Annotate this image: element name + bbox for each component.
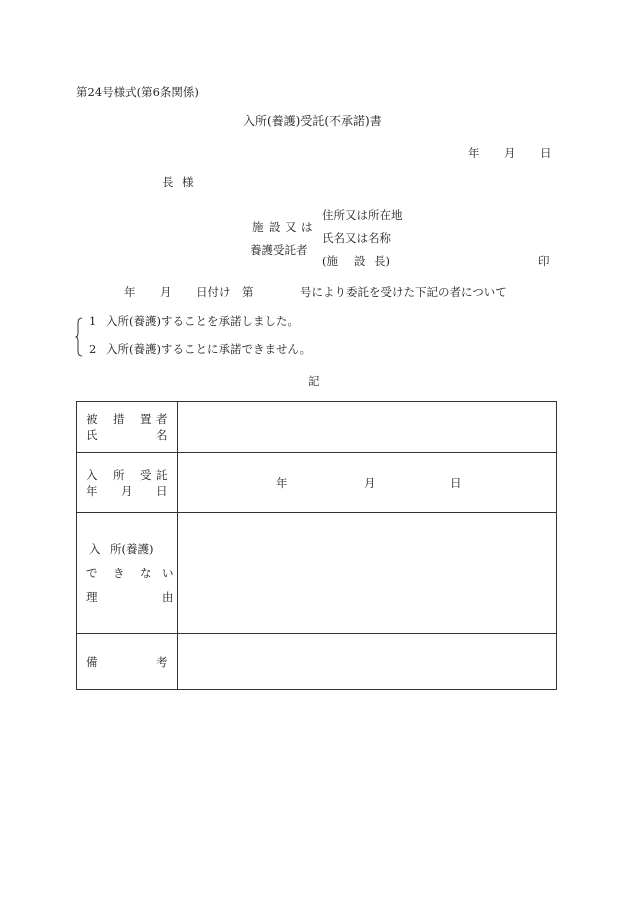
label-char: き [113,566,125,580]
label-cell-date [77,453,178,513]
date-year: 年 [276,475,288,490]
person-name-value[interactable] [178,402,557,453]
facility-label-char: は [301,220,313,234]
label-char: 託 [156,467,168,482]
facility-label-char: 又 [285,220,297,234]
date-day: 日 [450,475,462,490]
label-char: 日 [156,483,168,498]
table-row-person [77,402,557,453]
label-char: 理 [86,590,98,604]
option-2-number: 2 [89,342,97,356]
document-title: 入所(養護)受託(不承諾)書 [243,114,382,128]
form-number: 第24号様式(第6条関係) [76,85,199,99]
label-char: 入 [86,467,98,482]
remarks-value[interactable] [178,634,557,690]
table-row-date [77,453,557,513]
label-cell-reason [77,513,178,634]
ref-day: 日付け [196,285,231,299]
reason-value[interactable] [178,513,557,634]
label-char: 備 [86,654,98,669]
label-char: 氏 [86,428,98,442]
label-char: 名 [156,428,168,442]
date-day-label: 日 [540,146,552,160]
label-char: 考 [156,654,168,669]
label-char: 置 [140,412,152,426]
label-char: 受 [140,467,152,482]
facility-label-char: 設 [269,220,281,234]
table-row-reason [77,513,557,634]
head-label-char: 設 [354,254,366,268]
label-cell-remarks [77,634,178,690]
label-char: 由 [162,590,174,604]
label-char: い [162,566,174,580]
seal-mark: 印 [538,254,550,268]
label-char: 者 [156,412,168,426]
option-2-text: 入所(養護)することに承諾できません。 [106,342,312,356]
option-1-text: 入所(養護)することを承諾しました。 [106,314,299,328]
label-char: 月 [121,483,133,498]
addressee-honorific: 様 [182,175,194,189]
head-label-char: 長) [374,254,390,268]
curly-bracket-icon [75,317,83,357]
label-char: 年 [86,483,98,498]
label-char: 所 [113,467,125,482]
ref-year: 年 [124,285,136,299]
caretaker-label: 養護受託者 [250,243,308,257]
ki-heading: 記 [308,374,320,388]
entrustment-date-value[interactable] [178,453,557,513]
label-char: な [140,566,152,580]
label-char: 被 [86,412,98,426]
date-year-label: 年 [468,146,480,160]
date-month-label: 月 [504,146,516,160]
address-label: 住所又は所在地 [322,208,403,222]
head-label-char: (施 [322,254,338,268]
name-label: 氏名又は名称 [322,231,391,245]
facility-label-char: 施 [252,220,264,234]
label-char: 入 [89,542,101,556]
label-cell-person [77,402,178,453]
label-char: で [86,566,98,580]
option-1-number: 1 [89,314,97,328]
ref-month: 月 [160,285,172,299]
date-month: 月 [364,475,376,490]
ref-no: 第 [242,285,254,299]
table-row-remarks [77,634,557,690]
addressee-chief: 長 [162,175,174,189]
label-char: 措 [113,412,125,426]
ref-rest: 号により委託を受けた下記の者について [300,285,507,299]
details-table [76,401,557,690]
label-char: 所(養護) [110,542,154,556]
